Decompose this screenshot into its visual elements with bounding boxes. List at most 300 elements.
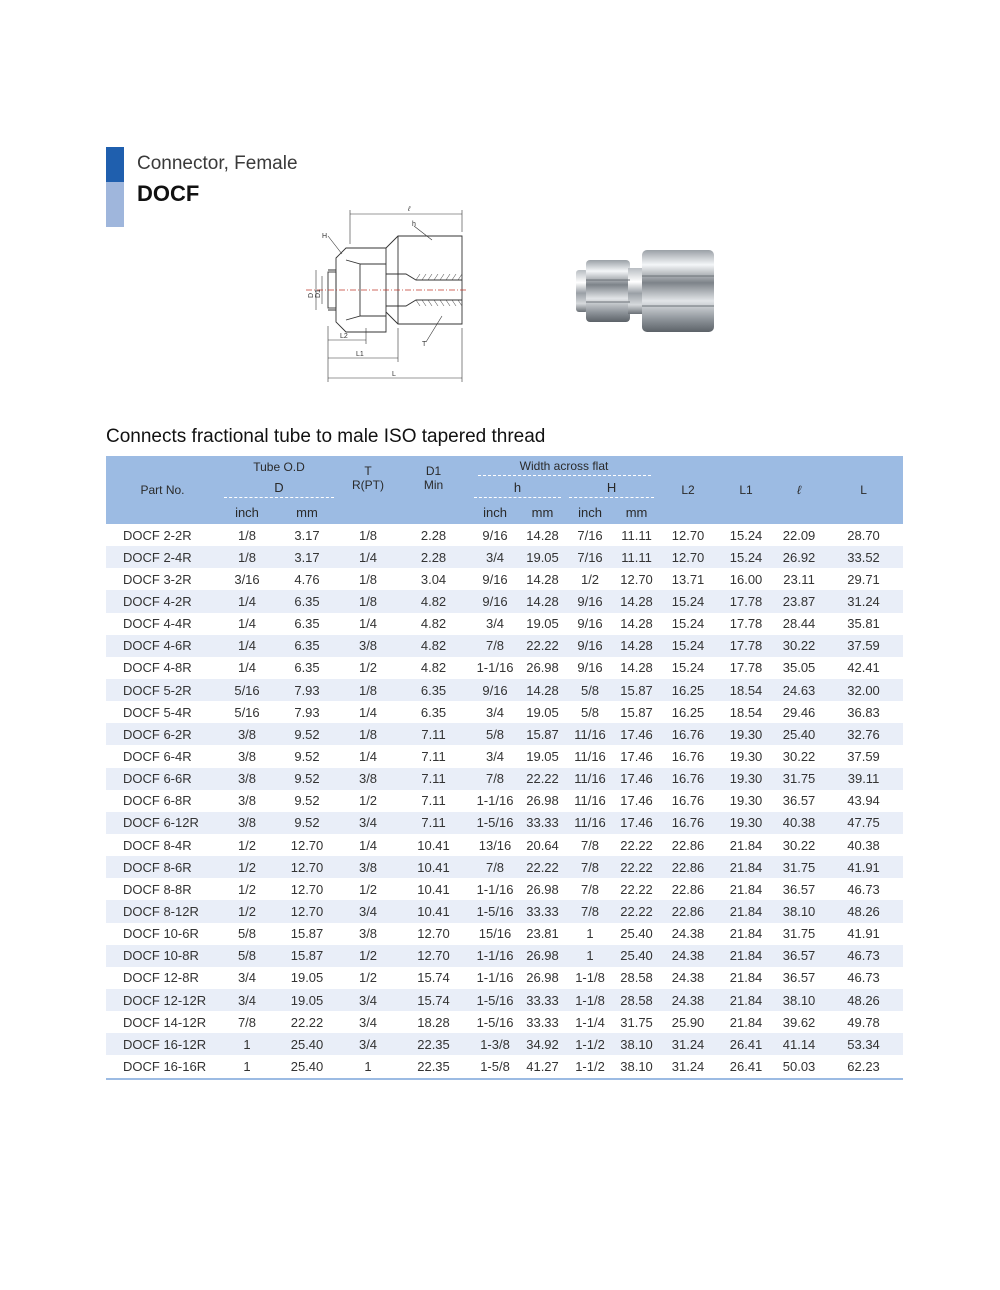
table-cell: 23.81 [526, 926, 559, 942]
table-cell: 14.28 [520, 590, 565, 612]
table-cell: 7/8 [470, 635, 520, 657]
table-cell: 7.11 [397, 812, 470, 834]
table-cell: 41.14 [774, 1033, 824, 1055]
table-cell: 24.38 [658, 989, 718, 1011]
table-cell: 6.35 [275, 590, 339, 612]
table-cell: 1-1/16 [476, 660, 514, 676]
dim-label-T: T [422, 341, 427, 348]
table-cell: 7/8 [565, 900, 615, 922]
table-cell: 7/8 [580, 837, 600, 853]
dim-label-D1: D1 [315, 289, 322, 298]
table-cell: 3/8 [358, 926, 378, 942]
table-cell: 6.35 [294, 660, 320, 676]
table-cell: 21.84 [718, 945, 774, 967]
table-row [106, 945, 903, 967]
part-number-cell: DOCF 6-8R [123, 793, 192, 809]
table-cell: 15/16 [478, 926, 512, 942]
table-row [106, 524, 903, 546]
table-cell: 4.76 [294, 571, 320, 587]
table-cell: 1-1/4 [575, 1014, 605, 1030]
table-cell: 32.00 [824, 679, 903, 701]
table-cell: 25.40 [275, 1055, 339, 1078]
table-cell: 3/8 [219, 723, 275, 745]
table-cell: 1/8 [358, 571, 378, 587]
table-cell: 20.64 [526, 837, 559, 853]
table-cell: 1-5/16 [476, 1014, 514, 1030]
table-cell: 17.78 [718, 590, 774, 612]
table-row [106, 1055, 903, 1078]
table-cell: 1-5/16 [470, 900, 520, 922]
table-cell: 7.11 [397, 723, 470, 745]
table-cell: 7/8 [470, 768, 520, 790]
table-cell: 34.92 [520, 1033, 565, 1055]
table-cell: 1/4 [358, 704, 378, 720]
part-number-cell: DOCF 4-2R [106, 590, 219, 612]
table-cell: 1/2 [358, 881, 378, 897]
table-cell: 9.52 [275, 812, 339, 834]
table-cell: 10.41 [417, 837, 450, 853]
table-cell: 1/8 [358, 527, 378, 543]
table-cell: 33.33 [520, 989, 565, 1011]
table-cell: 41.91 [847, 926, 880, 942]
part-number-cell: DOCF 2-4R [106, 546, 219, 568]
table-cell: 12.70 [290, 837, 324, 853]
table-cell: 16.25 [658, 679, 718, 701]
table-row [106, 723, 903, 745]
table-cell: 19.05 [526, 616, 559, 632]
part-number-cell: DOCF 12-8R [123, 970, 199, 986]
part-number-cell: DOCF 10-8R [106, 945, 219, 967]
table-cell: 11/16 [565, 812, 615, 834]
table-cell: 24.63 [774, 679, 824, 701]
table-cell: 7/8 [565, 856, 615, 878]
technical-drawing [298, 200, 470, 390]
table-cell: 24.38 [658, 945, 718, 967]
table-cell: 26.98 [526, 660, 559, 676]
table-row [106, 856, 903, 878]
table-cell: 26.98 [526, 793, 559, 809]
col-header-hh-inch: inch [565, 500, 615, 524]
table-cell: 6.35 [397, 679, 470, 701]
col-header-h-mm: mm [520, 500, 565, 524]
table-row [106, 613, 903, 635]
table-cell: 1-1/16 [476, 970, 514, 986]
table-cell: 26.92 [774, 546, 824, 568]
table-cell: 39.62 [782, 1014, 816, 1030]
table-body [106, 524, 903, 1079]
table-cell: 1-1/16 [476, 881, 514, 897]
table-cell: 9/16 [482, 571, 508, 587]
product-photo [572, 240, 722, 340]
col-header-hh-mm: mm [615, 500, 658, 524]
part-number-cell: DOCF 4-8R [123, 660, 192, 676]
table-cell: 25.40 [620, 926, 653, 942]
table-cell: 42.41 [847, 660, 880, 676]
col-header-L: L [824, 456, 903, 524]
table-cell: 15.24 [729, 527, 763, 543]
table-cell: 28.44 [782, 616, 816, 632]
table-cell: 1-5/8 [470, 1055, 520, 1078]
table-row [106, 790, 903, 812]
table-cell: 25.40 [615, 945, 658, 967]
table-cell: 26.98 [526, 881, 559, 897]
table-cell: 21.84 [729, 881, 763, 897]
table-cell: 37.59 [847, 748, 880, 764]
table-cell: 11/16 [574, 793, 606, 809]
part-number-cell: DOCF 4-6R [106, 635, 219, 657]
table-row [106, 878, 903, 900]
table-cell: 9/16 [482, 527, 508, 543]
table-cell: 7.93 [294, 704, 320, 720]
table-row [106, 568, 903, 590]
table-cell: 5/8 [219, 945, 275, 967]
table-row [106, 1011, 903, 1033]
table-cell: 16.76 [658, 723, 718, 745]
table-cell: 1/4 [219, 635, 275, 657]
table-cell: 17.46 [615, 768, 658, 790]
table-cell: 14.28 [620, 660, 653, 676]
table-cell: 3/4 [237, 970, 257, 986]
table-cell: 1 [586, 926, 594, 942]
table-cell: 9.52 [294, 748, 320, 764]
table-cell: 14.28 [615, 590, 658, 612]
table-cell: 12.70 [290, 881, 324, 897]
table-cell: 14.28 [615, 635, 658, 657]
table-cell: 9/16 [470, 590, 520, 612]
col-header-h-large: H [565, 478, 658, 500]
table-cell: 21.84 [729, 926, 763, 942]
table-cell: 3/16 [234, 571, 260, 587]
table-cell: 1/2 [237, 837, 257, 853]
col-header-d-inch: inch [219, 500, 275, 524]
table-cell: 4.82 [420, 616, 447, 632]
table-cell: 4.82 [397, 635, 470, 657]
table-cell: 31.24 [658, 1033, 718, 1055]
table-cell: 28.58 [620, 970, 653, 986]
table-cell: 16.76 [658, 812, 718, 834]
table-cell: 15.24 [718, 546, 774, 568]
table-cell: 11/16 [565, 723, 615, 745]
dim-label-L2: L2 [340, 333, 348, 340]
table-cell: 23.87 [774, 590, 824, 612]
table-cell: 9.52 [294, 793, 320, 809]
table-cell: 7/16 [577, 527, 603, 543]
table-cell: 1/4 [237, 616, 257, 632]
table-row [106, 834, 903, 856]
table-cell: 15.87 [620, 704, 653, 720]
table-row [106, 900, 903, 922]
table-cell: 5/16 [219, 679, 275, 701]
table-cell: 3/4 [339, 812, 397, 834]
table-cell: 1 [565, 945, 615, 967]
table-cell: 22.22 [520, 635, 565, 657]
table-row [106, 679, 903, 701]
col-header-d1: D1 Min [397, 456, 470, 500]
table-cell: 3/4 [485, 704, 505, 720]
table-cell: 16.00 [729, 571, 763, 587]
table-cell: 11.11 [615, 546, 658, 568]
table-cell: 19.05 [290, 970, 324, 986]
table-row [106, 768, 903, 790]
dim-label-H: H [322, 233, 328, 240]
table-cell: 15.24 [671, 660, 705, 676]
table-cell: 7.93 [275, 679, 339, 701]
table-cell: 12.70 [275, 856, 339, 878]
table-cell: 1-1/16 [476, 793, 514, 809]
table-row [106, 546, 903, 568]
table-cell: 29.71 [847, 571, 880, 587]
dim-label-D: D [308, 292, 315, 298]
table-row [106, 590, 903, 612]
part-number-cell: DOCF 6-6R [106, 768, 219, 790]
table-cell: 3/4 [219, 989, 275, 1011]
table-row [106, 701, 903, 723]
table-cell: 21.84 [729, 970, 763, 986]
table-cell: 7.11 [421, 748, 446, 764]
table-cell: 3/8 [339, 635, 397, 657]
table-cell: 1/2 [237, 881, 257, 897]
table-cell: 47.75 [824, 812, 903, 834]
table-cell: 3.17 [294, 527, 320, 543]
table-cell: 1 [339, 1055, 397, 1078]
table-cell: 18.54 [718, 679, 774, 701]
table-cell: 22.86 [658, 900, 718, 922]
table-cell: 36.57 [774, 945, 824, 967]
table-cell: 31.24 [658, 1055, 718, 1078]
table-cell: 15.87 [290, 926, 324, 942]
table-cell: 3/8 [237, 793, 257, 809]
table-cell: 26.98 [526, 970, 559, 986]
table-cell: 13.71 [671, 571, 705, 587]
table-cell: 19.30 [718, 812, 774, 834]
table-cell: 33.33 [526, 1014, 559, 1030]
col-header-l2: L2 [658, 456, 718, 524]
table-cell: 1-5/16 [470, 812, 520, 834]
table-cell: 41.91 [824, 856, 903, 878]
table-cell: 38.10 [615, 1033, 658, 1055]
table-cell: 5/8 [565, 679, 615, 701]
table-cell: 30.22 [782, 748, 816, 764]
table-cell: 19.30 [729, 748, 763, 764]
table-cell: 7/8 [580, 881, 600, 897]
table-cell: 12.70 [671, 527, 705, 543]
table-row [106, 967, 903, 989]
table-cell: 38.10 [615, 1055, 658, 1078]
table-cell: 49.78 [847, 1014, 880, 1030]
table-cell: 15.24 [658, 635, 718, 657]
table-cell: 15.87 [520, 723, 565, 745]
table-cell: 12.70 [397, 945, 470, 967]
table-cell: 9/16 [577, 660, 603, 676]
table-cell: 12.70 [620, 571, 653, 587]
table-cell: 39.11 [824, 768, 903, 790]
table-cell: 3/4 [485, 748, 505, 764]
table-cell: 12.70 [658, 546, 718, 568]
table-cell: 1/8 [237, 527, 257, 543]
col-header-t-blank [339, 500, 397, 524]
table-cell: 25.40 [275, 1033, 339, 1055]
table-cell: 19.30 [718, 768, 774, 790]
table-cell: 62.23 [824, 1055, 903, 1078]
table-cell: 17.78 [729, 660, 763, 676]
part-number-cell: DOCF 10-6R [123, 926, 199, 942]
part-number-cell: DOCF 8-12R [106, 900, 219, 922]
table-cell: 15.74 [397, 989, 470, 1011]
table-cell: 6.35 [294, 616, 320, 632]
table-cell: 1-1/2 [565, 1055, 615, 1078]
table-cell: 48.26 [824, 989, 903, 1011]
table-cell: 11/16 [574, 748, 606, 764]
table-cell: 50.03 [774, 1055, 824, 1078]
table-cell: 31.75 [782, 926, 816, 942]
table-cell: 22.86 [658, 856, 718, 878]
table-cell: 37.59 [824, 635, 903, 657]
table-cell: 36.57 [782, 881, 816, 897]
table-cell: 12.70 [275, 900, 339, 922]
table-cell: 17.78 [718, 635, 774, 657]
table-cell: 32.76 [824, 723, 903, 745]
col-header-d1-blank [397, 500, 470, 524]
table-cell: 3/4 [470, 546, 520, 568]
table-cell: 24.38 [671, 926, 705, 942]
table-cell: 14.28 [520, 679, 565, 701]
table-cell: 1/2 [339, 945, 397, 967]
part-number-cell: DOCF 5-2R [106, 679, 219, 701]
table-cell: 31.75 [774, 856, 824, 878]
table-cell: 5/8 [237, 926, 257, 942]
part-number-cell: DOCF 16-12R [106, 1033, 219, 1055]
table-cell: 36.57 [782, 970, 816, 986]
table-cell: 36.83 [847, 704, 880, 720]
part-number-cell: DOCF 8-4R [123, 837, 192, 853]
part-number-cell: DOCF 16-16R [106, 1055, 219, 1078]
table-cell: 40.38 [774, 812, 824, 834]
table-cell: 1/2 [358, 793, 378, 809]
table-cell: 5/8 [580, 704, 600, 720]
table-cell: 18.54 [729, 704, 763, 720]
table-cell: 36.57 [782, 793, 816, 809]
table-cell: 41.27 [520, 1055, 565, 1078]
table-cell: 2.28 [397, 546, 470, 568]
table-cell: 9.52 [275, 723, 339, 745]
dim-label-L1: L1 [356, 351, 364, 358]
table-cell: 3/8 [237, 748, 257, 764]
part-number-cell: DOCF 4-4R [123, 616, 192, 632]
table-cell: 1-1/8 [565, 989, 615, 1011]
table-cell: 19.05 [526, 748, 559, 764]
part-number-cell: DOCF 3-2R [123, 571, 192, 587]
col-header-h-small: h [470, 478, 565, 500]
table-cell: 15.87 [615, 679, 658, 701]
table-cell: 1-1/16 [470, 945, 520, 967]
table-cell: 16.76 [658, 768, 718, 790]
table-cell: 43.94 [847, 793, 880, 809]
table-cell: 2.28 [420, 527, 447, 543]
table-cell: 15.24 [658, 590, 718, 612]
table-cell: 9/16 [470, 679, 520, 701]
table-cell: 1/2 [219, 900, 275, 922]
table-cell: 22.35 [397, 1055, 470, 1078]
table-cell: 22.22 [615, 900, 658, 922]
table-cell: 17.78 [729, 616, 763, 632]
table-cell: 4.82 [420, 660, 447, 676]
table-cell: 16.25 [671, 704, 705, 720]
table-cell: 30.22 [782, 837, 816, 853]
table-cell: 33.33 [520, 900, 565, 922]
col-header-width-across-flat: Width across flat [470, 456, 658, 478]
table-cell: 9/16 [565, 590, 615, 612]
table-cell: 21.84 [718, 856, 774, 878]
table-cell: 18.28 [417, 1014, 450, 1030]
table-cell: 3/4 [485, 616, 505, 632]
table-cell: 19.05 [275, 989, 339, 1011]
table-cell: 1-1/8 [575, 970, 605, 986]
table-cell: 46.73 [824, 945, 903, 967]
table-cell: 40.38 [847, 837, 880, 853]
table-cell: 1 [219, 1033, 275, 1055]
table-cell: 1/8 [339, 679, 397, 701]
table-cell: 1/8 [219, 546, 275, 568]
table-cell: 3/8 [339, 768, 397, 790]
table-cell: 46.73 [847, 970, 880, 986]
part-number-cell: DOCF 2-2R [123, 527, 192, 543]
table-cell: 19.30 [718, 723, 774, 745]
table-cell: 16.76 [671, 793, 705, 809]
table-cell: 5/16 [234, 704, 260, 720]
table-cell: 6.35 [275, 635, 339, 657]
col-header-t: T R(PT) [339, 456, 397, 500]
dim-label-l: ℓ [408, 206, 411, 213]
table-cell: 5/8 [470, 723, 520, 745]
part-number-cell: DOCF 12-12R [106, 989, 219, 1011]
table-cell: 22.22 [520, 856, 565, 878]
col-header-d: D [219, 478, 339, 500]
table-cell: 3/4 [339, 900, 397, 922]
table-cell: 1/8 [339, 723, 397, 745]
table-cell: 1 [219, 1055, 275, 1078]
table-cell: 1/4 [358, 837, 378, 853]
table-cell: 28.58 [615, 989, 658, 1011]
table-cell: 17.46 [620, 793, 653, 809]
photo-nut [586, 260, 630, 322]
table-cell: 12.70 [417, 926, 450, 942]
table-cell: 17.46 [620, 748, 653, 764]
table-cell: 22.22 [520, 768, 565, 790]
table-cell: 46.73 [847, 881, 880, 897]
table-cell: 19.05 [526, 704, 559, 720]
col-header-d-mm: mm [275, 500, 339, 524]
table-cell: 14.28 [526, 571, 559, 587]
table-cell: 7.11 [397, 768, 470, 790]
table-cell: 1-1/2 [565, 1033, 615, 1055]
title-accent-bar-dark [106, 147, 124, 182]
table-cell: 22.35 [397, 1033, 470, 1055]
table-cell: 1-3/8 [470, 1033, 520, 1055]
product-subtitle: Connector, Female [137, 153, 298, 174]
table-cell: 1-5/16 [470, 989, 520, 1011]
table-cell: 9.52 [275, 768, 339, 790]
table-cell: 1/2 [358, 660, 378, 676]
title-accent-bar-light [106, 182, 124, 227]
table-row [106, 635, 903, 657]
col-header-ell: ℓ [774, 456, 824, 524]
table-cell: 26.98 [520, 945, 565, 967]
table-cell: 22.22 [615, 856, 658, 878]
table-cell: 35.05 [782, 660, 816, 676]
table-cell: 19.30 [729, 793, 763, 809]
table-row [106, 657, 903, 679]
table-cell: 17.46 [615, 723, 658, 745]
